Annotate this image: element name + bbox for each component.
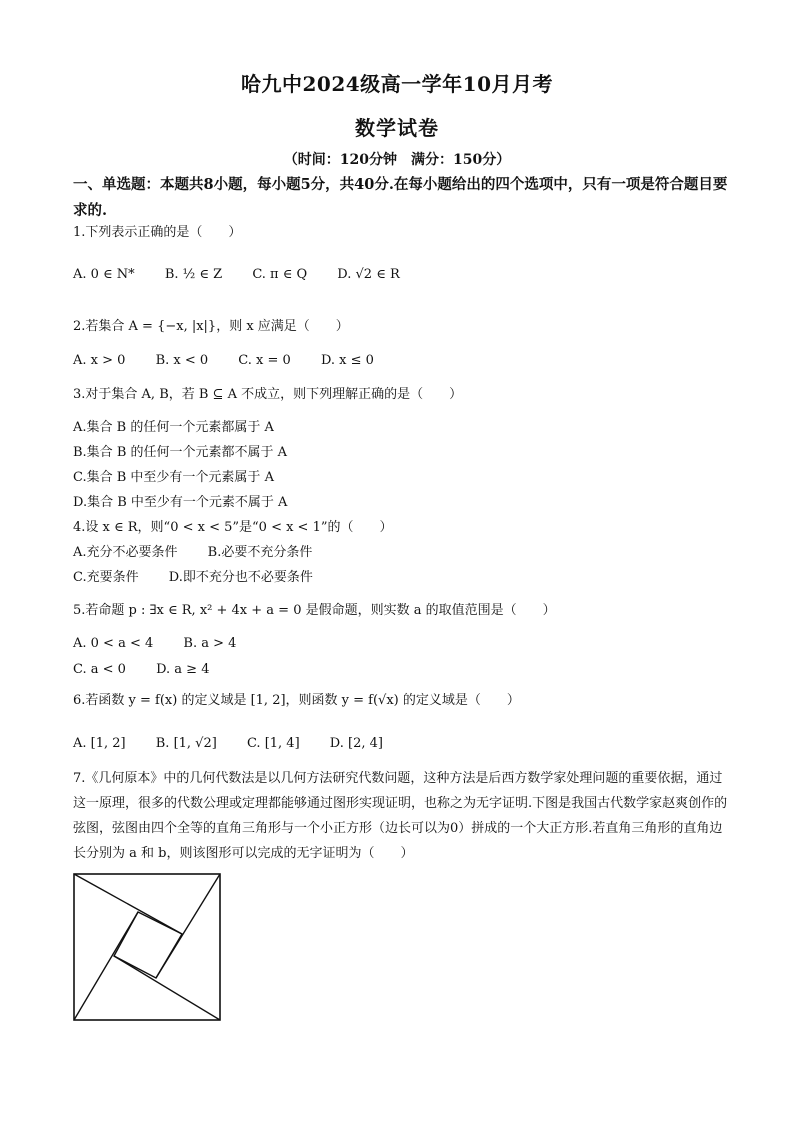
q3-option-a[interactable]: A.集合 B 的任何一个元素都属于 A	[73, 420, 274, 435]
q1-option-c[interactable]: C. π ∈ Q	[252, 267, 308, 282]
q5-stem: 5.若命题 p : ∃x ∈ R, x² + 4x + a = 0 是假命题，则实数 a 的取值范围是（ ）	[73, 603, 556, 618]
q6-option-d[interactable]: D. [2, 4]	[329, 736, 383, 751]
q4-stem: 4.设 x ∈ R，则“0 < x < 5”是“0 < x < 1”的（ ）	[73, 520, 393, 535]
q6-options	[73, 735, 409, 753]
q3-option-b[interactable]: B.集合 B 的任何一个元素都不属于 A	[73, 445, 288, 460]
exam-info: （时间：120分钟 满分：150分）	[283, 152, 511, 168]
q3-stem: 3.对于集合 A, B，若 B ⊆ A 不成立，则下列理解正确的是（ ）	[73, 387, 463, 402]
q2-stem: 2.若集合 A = {−x, |x|}，则 x 应满足（ ）	[73, 319, 349, 334]
q1-option-d[interactable]: D. √2 ∈ R	[337, 267, 400, 282]
q5-options-row1	[73, 635, 262, 653]
q5-options-row2	[73, 661, 235, 679]
q4-option-c[interactable]: C.充要条件	[73, 570, 139, 585]
q7-stem: 7.《几何原本》中的几何代数法是以几何方法研究代数问题，这种方法是后西方数学家处理问题的重要依据，通过这一原理，很多的代数公理或定理都能够通过图形实现证明，也称之为无字证明.下图是我国古代数学家赵爽创作的弦图，弦图由四个全等的直角三角形与一个小正方形（边长可以为0）拼成的一个大正方形.若直角三角形的直角边长分别为 a 和 b，则该图形可以完成的无字证明为（ ）	[73, 771, 728, 861]
q6-option-b[interactable]: B. [1, √2]	[155, 736, 217, 751]
q2-option-d[interactable]: D. x ≤ 0	[320, 353, 374, 368]
hypotenuse-diagram	[72, 872, 224, 1024]
q4-option-a[interactable]: A.充分不必要条件	[73, 545, 178, 560]
section-heading: 一、单选题：本题共8小题，每小题5分，共40分.在每小题给出的四个选项中，只有一项是符合题目要求的.	[73, 176, 728, 219]
q6-option-c[interactable]: C. [1, 4]	[246, 736, 300, 751]
q6-option-a[interactable]: A. [1, 2]	[73, 736, 126, 751]
q2-option-b[interactable]: B. x < 0	[155, 353, 209, 368]
q3-option-c[interactable]: C.集合 B 中至少有一个元素属于 A	[73, 470, 274, 485]
q5-option-c[interactable]: C. a < 0	[73, 662, 126, 677]
exam-title: 哈九中2024级高一学年10月月考	[241, 72, 553, 96]
q5-option-a[interactable]: A. 0 < a < 4	[73, 636, 154, 651]
triangle-hypotenuse-bottom	[114, 956, 220, 1020]
q6-stem: 6.若函数 y = f(x) 的定义域是 [1, 2]，则函数 y = f(√x) 的定义域是（ ）	[73, 693, 520, 708]
q4-option-b[interactable]: B.必要不充分条件	[207, 545, 313, 560]
q4-options-row1	[73, 544, 338, 562]
outer-square	[74, 874, 220, 1020]
q5-option-b[interactable]: B. a > 4	[183, 636, 237, 651]
q3-option-d[interactable]: D.集合 B 中至少有一个元素不属于 A	[73, 495, 288, 510]
q4-option-d[interactable]: D.即不充分也不必要条件	[168, 570, 313, 585]
q2-options	[73, 352, 400, 370]
q2-option-a[interactable]: A. x > 0	[73, 353, 126, 368]
q2-option-c[interactable]: C. x = 0	[238, 353, 291, 368]
q1-options	[73, 266, 426, 284]
inner-square	[114, 912, 182, 978]
q4-options-row2	[73, 569, 339, 587]
q5-option-d[interactable]: D. a ≥ 4	[156, 662, 210, 677]
exam-subject: 数学试卷	[355, 116, 439, 140]
q1-stem: 1.下列表示正确的是（ ）	[73, 225, 242, 240]
triangle-hypotenuse-top	[74, 874, 182, 934]
q1-option-b[interactable]: B. ½ ∈ Z	[164, 267, 223, 282]
q1-option-a[interactable]: A. 0 ∈ N*	[73, 267, 135, 282]
